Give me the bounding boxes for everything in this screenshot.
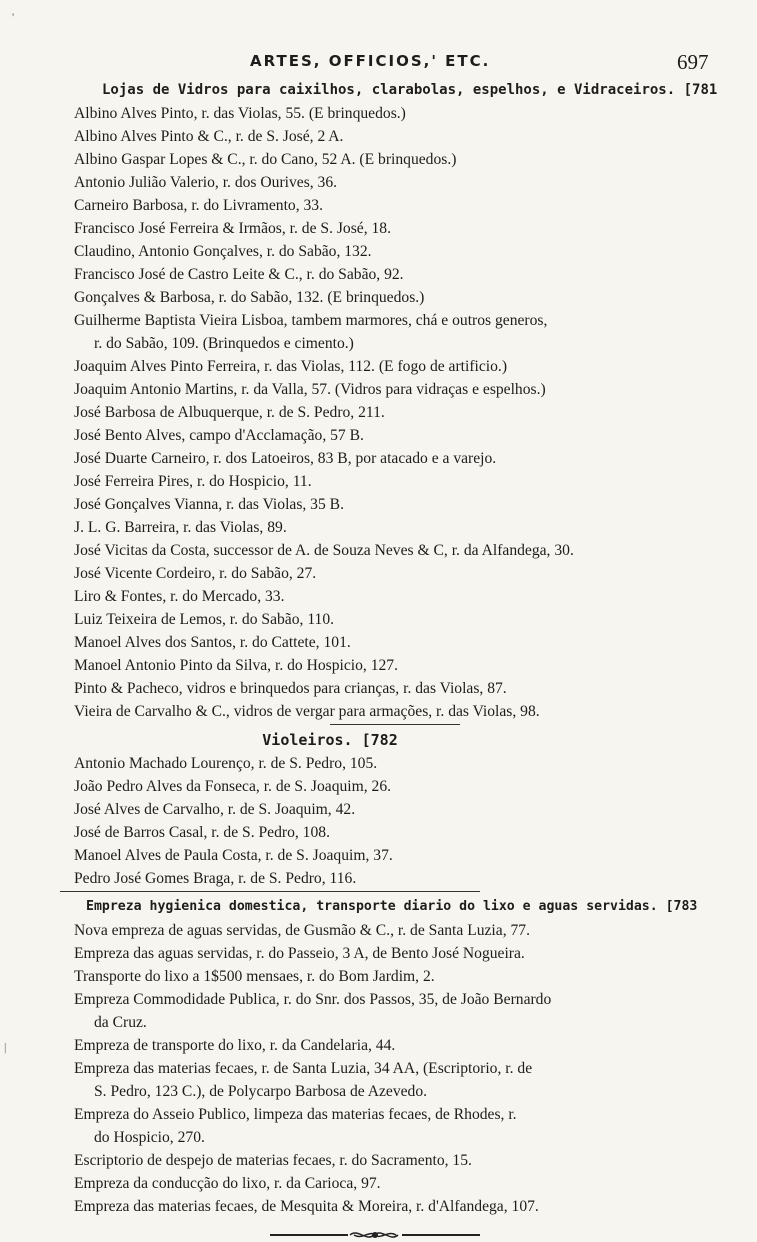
directory-entry — [74, 752, 714, 775]
directory-entry — [74, 654, 714, 677]
entry-text: João Pedro Alves da Fonseca, r. de S. Joaquim, 26. — [74, 778, 392, 795]
entry-text: Escriptorio de despejo de materias fecaes, r. do Sacramento, 15. — [74, 1152, 472, 1169]
entry-text: Pedro José Gomes Braga, r. de S. Pedro, 116. — [74, 870, 357, 887]
page-number: 697 — [677, 50, 709, 74]
entry-text: Antonio Julião Valerio, r. dos Ourives, 36. — [74, 174, 338, 191]
directory-entry — [74, 867, 714, 890]
entry-text: Empreza Commodidade Publica, r. do Snr. dos Passos, 35, de João Bernardo — [74, 991, 552, 1008]
directory-entry — [74, 424, 714, 447]
entry-text: Albino Alves Pinto & C., r. de S. José, 2 A. — [74, 128, 344, 145]
entry-text: Joaquim Alves Pinto Ferreira, r. das Violas, 112. (E fogo de artificio.) — [74, 358, 508, 375]
directory-entry — [74, 240, 714, 263]
entry-text: José de Barros Casal, r. de S. Pedro, 108. — [74, 824, 330, 841]
directory-entry — [74, 493, 714, 516]
entry-text: Vieira de Carvalho & C., vidros de vergar para armações, r. das Violas, 98. — [74, 703, 540, 720]
directory-entry — [74, 516, 714, 539]
directory-entry — [74, 171, 714, 194]
section-heading-violeiros: Violeiros. [782 — [262, 731, 398, 749]
directory-entry — [74, 1103, 714, 1149]
entry-text: Liro & Fontes, r. do Mercado, 33. — [74, 588, 285, 605]
directory-entry — [74, 1172, 714, 1195]
end-ornament — [270, 1228, 480, 1242]
entry-text: Albino Gaspar Lopes & C., r. do Cano, 52 A. (E brinquedos.) — [74, 151, 457, 168]
directory-entry — [74, 355, 714, 378]
entry-text: Joaquim Antonio Martins, r. da Valla, 57. (Vidros para vidraças e espelhos.) — [74, 381, 546, 398]
entry-text: Empreza da conducção do lixo, r. da Carioca, 97. — [74, 1175, 381, 1192]
directory-entry — [74, 378, 714, 401]
section-list-vidros — [0, 102, 757, 723]
entry-text: José Ferreira Pires, r. do Hospicio, 11. — [74, 473, 312, 490]
entry-text: Antonio Machado Lourenço, r. de S. Pedro, 105. — [74, 755, 378, 772]
entry-continuation: r. do Sabão, 109. (Brinquedos e cimento.) — [94, 335, 354, 352]
directory-entry — [74, 1057, 714, 1103]
entry-text: Albino Alves Pinto, r. das Violas, 55. (E brinquedos.) — [74, 105, 406, 122]
directory-entry — [74, 148, 714, 171]
entry-text: Gonçalves & Barbosa, r. do Sabão, 132. (E brinquedos.) — [74, 289, 425, 306]
directory-entry — [74, 194, 714, 217]
entry-text: Empreza das materias fecaes, r. de Santa Luzia, 34 AA, (Escriptorio, r. de — [74, 1060, 533, 1077]
directory-entry — [74, 286, 714, 309]
directory-entry — [74, 700, 714, 723]
section-heading-vidros: Lojas de Vidros para caixilhos, clarabolas, espelhos, e Vidraceiros. [781 — [102, 82, 718, 98]
section-divider — [330, 724, 460, 725]
directory-entry — [74, 102, 714, 125]
entry-text: Manoel Antonio Pinto da Silva, r. do Hospicio, 127. — [74, 657, 398, 674]
directory-entry — [74, 585, 714, 608]
directory-entry — [74, 1034, 714, 1057]
directory-entry — [74, 942, 714, 965]
running-title: ARTES, OFFICIOS,' ETC. — [250, 52, 491, 70]
entry-text: Nova empreza de aguas servidas, de Gusmão & C., r. de Santa Luzia, 77. — [74, 922, 530, 939]
section-heading-empreza: Empreza hygienica domestica, transporte diario do lixo e aguas servidas. [783 — [86, 899, 698, 914]
directory-entry — [74, 447, 714, 470]
entry-text: Manoel Alves dos Santos, r. do Cattete, 101. — [74, 634, 351, 651]
entry-text: Francisco José de Castro Leite & C., r. do Sabão, 92. — [74, 266, 404, 283]
directory-entry — [74, 988, 714, 1034]
entry-text: Empreza do Asseio Publico, limpeza das materias fecaes, de Rhodes, r. — [74, 1106, 517, 1123]
margin-tick-mark: ' — [12, 10, 15, 24]
directory-entry — [74, 562, 714, 585]
section-divider — [60, 891, 480, 892]
entry-text: Guilherme Baptista Vieira Lisboa, tambem marmores, chá e outros generos, — [74, 312, 548, 329]
entry-text: José Vicitas da Costa, successor de A. de Souza Neves & C, r. da Alfandega, 30. — [74, 542, 574, 559]
running-head — [0, 52, 757, 76]
directory-entry — [74, 919, 714, 942]
directory-entry — [74, 470, 714, 493]
entry-text: Empreza das materias fecaes, de Mesquita & Moreira, r. d'Alfandega, 107. — [74, 1198, 539, 1215]
entry-text: Empreza das aguas servidas, r. do Passeio, 3 A, de Bento José Nogueira. — [74, 945, 525, 962]
directory-entry — [74, 309, 714, 355]
entry-continuation: do Hospicio, 270. — [94, 1129, 205, 1146]
directory-entry — [74, 821, 714, 844]
entry-text: Pinto & Pacheco, vidros e brinquedos para crianças, r. das Violas, 87. — [74, 680, 507, 697]
entry-text: Manoel Alves de Paula Costa, r. de S. Joaquim, 37. — [74, 847, 393, 864]
entry-text: Claudino, Antonio Gonçalves, r. do Sabão, 132. — [74, 243, 372, 260]
entry-text: Francisco José Ferreira & Irmãos, r. de S. José, 18. — [74, 220, 392, 237]
entry-continuation: S. Pedro, 123 C.), de Polycarpo Barbosa de Azevedo. — [94, 1083, 428, 1100]
entry-text: José Gonçalves Vianna, r. das Violas, 35 B. — [74, 496, 344, 513]
directory-entry — [74, 608, 714, 631]
directory-entry — [74, 125, 714, 148]
entry-text: José Vicente Cordeiro, r. do Sabão, 27. — [74, 565, 317, 582]
ornament-rule-icon — [270, 1228, 480, 1242]
directory-entry — [74, 677, 714, 700]
entry-text: José Duarte Carneiro, r. dos Latoeiros, 83 B, por atacado e a varejo. — [74, 450, 497, 467]
entry-text: Empreza de transporte do lixo, r. da Candelaria, 44. — [74, 1037, 396, 1054]
entry-text: José Barbosa de Albuquerque, r. de S. Pedro, 211. — [74, 404, 385, 421]
entry-text: José Bento Alves, campo d'Acclamação, 57 B. — [74, 427, 364, 444]
directory-entry — [74, 401, 714, 424]
entry-text: Luiz Teixeira de Lemos, r. do Sabão, 110. — [74, 611, 335, 628]
directory-entry — [74, 965, 714, 988]
directory-entry — [74, 1149, 714, 1172]
directory-entry — [74, 263, 714, 286]
directory-entry — [74, 217, 714, 240]
margin-tick-mark: | — [4, 1040, 7, 1054]
directory-entry — [74, 1195, 714, 1218]
section-list-violeiros — [0, 752, 757, 890]
entry-continuation: da Cruz. — [94, 1014, 147, 1031]
section-list-empreza — [0, 919, 757, 1218]
directory-entry — [74, 798, 714, 821]
entry-text: José Alves de Carvalho, r. de S. Joaquim, 42. — [74, 801, 356, 818]
directory-entry — [74, 631, 714, 654]
directory-content — [0, 78, 757, 1242]
directory-entry — [74, 539, 714, 562]
entry-text: J. L. G. Barreira, r. das Violas, 89. — [74, 519, 287, 536]
directory-entry — [74, 844, 714, 867]
directory-entry — [74, 775, 714, 798]
entry-text: Transporte do lixo a 1$500 mensaes, r. do Bom Jardim, 2. — [74, 968, 435, 985]
entry-text: Carneiro Barbosa, r. do Livramento, 33. — [74, 197, 324, 214]
